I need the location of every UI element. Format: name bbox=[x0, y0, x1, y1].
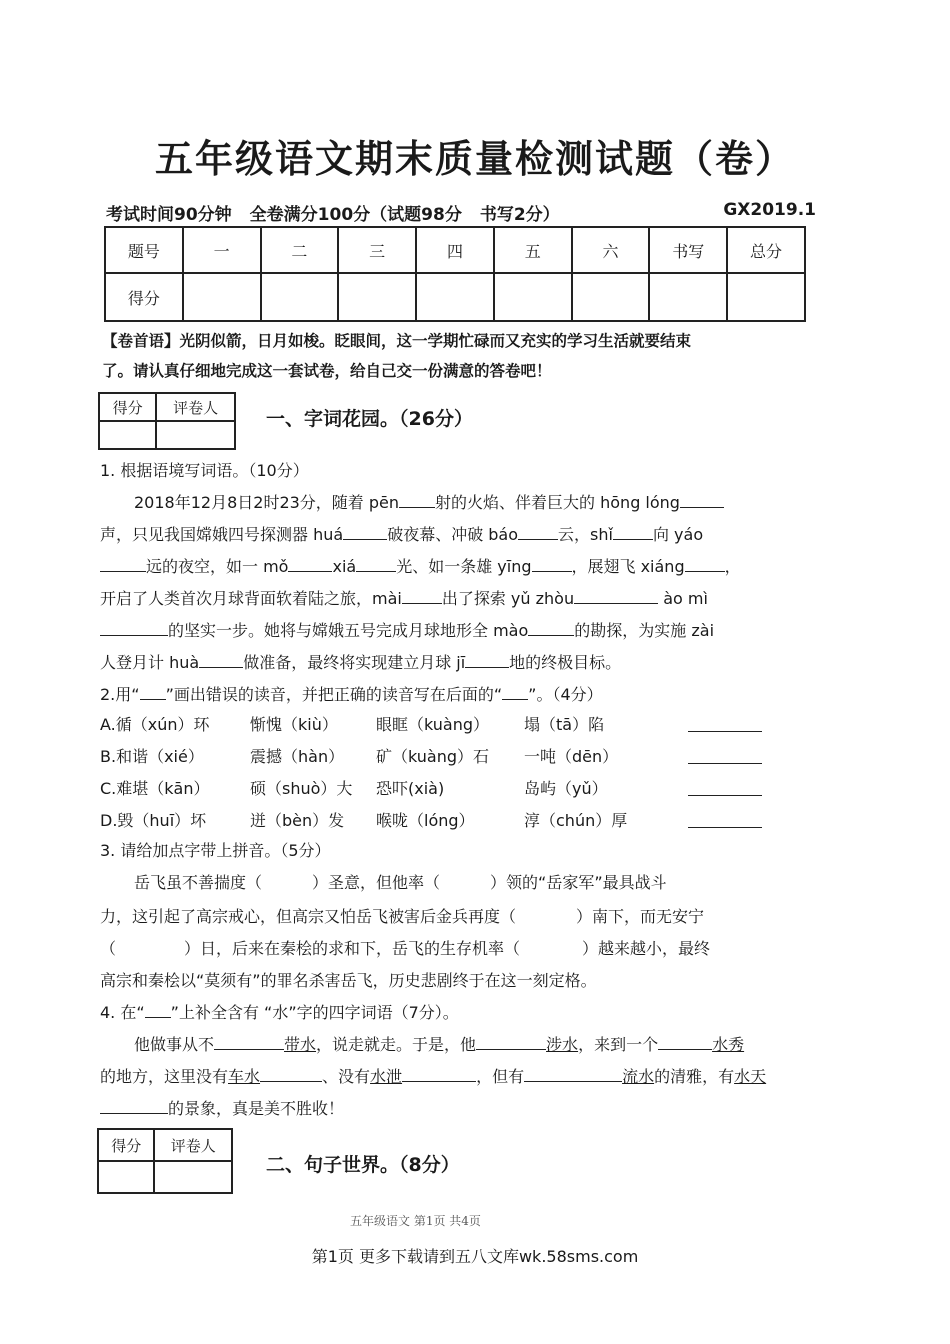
section-1-heading: 一、字词花园。（26分） bbox=[266, 408, 473, 430]
score-header-cell: 二 bbox=[261, 227, 339, 273]
q4-text: 、没有 bbox=[322, 1067, 371, 1086]
grader-score-label: 得分 bbox=[98, 1129, 154, 1161]
score-cell[interactable] bbox=[261, 273, 339, 321]
score-cell[interactable] bbox=[494, 273, 572, 321]
blank[interactable] bbox=[524, 1065, 622, 1082]
score-cell[interactable] bbox=[649, 273, 727, 321]
answer-line[interactable] bbox=[688, 794, 762, 796]
q4-word: 水泄 bbox=[370, 1067, 403, 1086]
option-item: 一吨（dēn） bbox=[524, 747, 619, 766]
blank[interactable] bbox=[343, 523, 387, 540]
section-2-heading: 二、句子世界。（8分） bbox=[266, 1154, 460, 1176]
q4-word: 涉水 bbox=[546, 1035, 579, 1054]
q1-text: 开启了人类首次月球背面软着陆之旅，mài bbox=[100, 589, 402, 608]
q1-text: ào mì bbox=[663, 589, 708, 608]
exam-code: GX2019.1 bbox=[723, 200, 816, 220]
score-header-cell: 六 bbox=[572, 227, 650, 273]
q1-title: 1. 根据语境写词语。（10分） bbox=[100, 461, 309, 480]
exam-info bbox=[106, 200, 816, 225]
blank[interactable] bbox=[574, 587, 658, 604]
q1-text: 2018年12月8日2时23分，随着 pēn bbox=[134, 493, 400, 512]
grader-box bbox=[98, 392, 236, 450]
q1-text: 远的夜空，如一 mǒ bbox=[146, 557, 289, 576]
q4-word: 带水 bbox=[284, 1035, 317, 1054]
q1-line bbox=[100, 586, 708, 609]
q4-line bbox=[100, 1096, 344, 1119]
blank[interactable] bbox=[260, 1065, 322, 1082]
option-item: A.循（xún）环 bbox=[100, 715, 210, 734]
q1-text: 人登月计 huà bbox=[100, 653, 200, 672]
q3-text: （ bbox=[100, 939, 117, 958]
q3-line: 高宗和秦桧以“莫须有”的罪名杀害岳飞，历史悲剧终于在这一刻定格。 bbox=[100, 971, 597, 990]
grader-name-cell[interactable] bbox=[154, 1161, 232, 1193]
q4-word: 流水 bbox=[622, 1067, 655, 1086]
q1-line bbox=[134, 490, 724, 513]
score-cell[interactable] bbox=[183, 273, 261, 321]
blank[interactable] bbox=[518, 523, 558, 540]
blank[interactable] bbox=[658, 1033, 712, 1050]
option-item: 塌（tā）陷 bbox=[524, 715, 605, 734]
q4-text: 他做事从不 bbox=[134, 1035, 215, 1054]
blank[interactable] bbox=[476, 1033, 546, 1050]
score-table bbox=[104, 226, 806, 322]
q3-line bbox=[134, 870, 667, 893]
q4-text: 的清雅，有 bbox=[654, 1067, 735, 1086]
score-table-score-row bbox=[105, 273, 805, 321]
option-item: 迸（bèn）发 bbox=[250, 811, 345, 830]
option-item: 眼眶（kuàng） bbox=[376, 715, 490, 734]
grader-score-cell[interactable] bbox=[99, 421, 156, 449]
blank[interactable] bbox=[402, 587, 442, 604]
q4-text: ，说走就走。于是，他 bbox=[316, 1035, 477, 1054]
preface bbox=[102, 326, 822, 386]
score-cell[interactable] bbox=[572, 273, 650, 321]
option-item: 恐吓(xià) bbox=[376, 779, 445, 798]
score-header-cell: 五 bbox=[494, 227, 572, 273]
blank[interactable] bbox=[100, 555, 146, 572]
writing-score: 书写2分） bbox=[479, 205, 560, 225]
option-item: 震撼（hàn） bbox=[250, 747, 345, 766]
exam-time: 考试时间90分钟 bbox=[106, 205, 232, 225]
blank bbox=[145, 1001, 171, 1018]
q3-text: ）圣意，但他率（ bbox=[312, 873, 441, 892]
q3-text: 力，这引起了高宗戒心，但高宗又怕岳飞被害后金兵再度（ bbox=[100, 907, 517, 926]
q1-text: 破夜幕、冲破 báo bbox=[387, 525, 519, 544]
q4-text: 的地方，这里没有 bbox=[100, 1067, 229, 1086]
full-score: 全卷满分100分（试题98分 bbox=[249, 205, 462, 225]
blank[interactable] bbox=[356, 555, 396, 572]
option-item: 岛屿（yǔ） bbox=[524, 779, 608, 798]
score-header-cell: 三 bbox=[338, 227, 416, 273]
blank[interactable] bbox=[100, 1097, 168, 1114]
q3-line bbox=[100, 904, 704, 927]
blank[interactable] bbox=[399, 491, 435, 508]
q4-title-text: 4. 在“ bbox=[100, 1003, 145, 1022]
option-item: 喉咙（lóng） bbox=[376, 811, 475, 830]
q3-text: 岳飞虽不善揣度（ bbox=[134, 873, 263, 892]
blank[interactable] bbox=[288, 555, 332, 572]
q4-title bbox=[100, 1000, 459, 1023]
score-header-cell: 题号 bbox=[105, 227, 183, 273]
answer-line[interactable] bbox=[688, 730, 762, 732]
answer-line[interactable] bbox=[688, 762, 762, 764]
blank[interactable] bbox=[528, 619, 574, 636]
grader-label: 评卷人 bbox=[156, 393, 235, 421]
q2-title bbox=[100, 682, 603, 705]
q1-text: 的勘探，为实施 zài bbox=[574, 621, 715, 640]
q4-word: 车水 bbox=[228, 1067, 261, 1086]
blank bbox=[140, 683, 166, 700]
q1-text: xiá bbox=[332, 557, 357, 576]
blank[interactable] bbox=[465, 651, 509, 668]
option-item: B.和谐（xié） bbox=[100, 747, 204, 766]
q1-line bbox=[100, 522, 703, 545]
q3-line bbox=[100, 936, 710, 959]
score-header-cell: 四 bbox=[416, 227, 494, 273]
q4-line bbox=[134, 1032, 744, 1055]
q4-text: 的景象，真是美不胜收！ bbox=[168, 1099, 345, 1118]
q1-text: 射的火焰、伴着巨大的 hōng lóng bbox=[435, 493, 680, 512]
q1-text: 声，只见我国嫦娥四号探测器 huá bbox=[100, 525, 344, 544]
blank[interactable] bbox=[680, 491, 724, 508]
score-header-cell: 书写 bbox=[649, 227, 727, 273]
q3-text: ）日，后来在秦桧的求和下，岳飞的生存机率（ bbox=[184, 939, 521, 958]
grader-score-label: 得分 bbox=[99, 393, 156, 421]
q1-line bbox=[100, 650, 621, 673]
q2-title-text: ”画出错误的读音，并把正确的读音写在后面的“ bbox=[165, 685, 503, 704]
option-item: 惭愧（kiù） bbox=[250, 715, 338, 734]
q4-line bbox=[100, 1064, 766, 1087]
q1-line bbox=[100, 618, 714, 641]
blank[interactable] bbox=[199, 651, 243, 668]
blank bbox=[502, 683, 528, 700]
q3-text: ）领的“岳家军”最具战斗 bbox=[490, 873, 667, 892]
q4-word: 水天 bbox=[734, 1067, 767, 1086]
q1-text: ，展翅飞 xiáng bbox=[571, 557, 685, 576]
q4-word: 水秀 bbox=[712, 1035, 745, 1054]
q1-text: 云，shǐ bbox=[558, 525, 613, 544]
q3-title: 3. 请给加点字带上拼音。（5分） bbox=[100, 841, 331, 860]
q4-title-text: ”上补全含有 “水”字的四字词语（7分）。 bbox=[170, 1003, 459, 1022]
blank[interactable] bbox=[100, 619, 168, 636]
score-cell[interactable] bbox=[416, 273, 494, 321]
q3-text: ）南下，而无安宁 bbox=[576, 907, 705, 926]
cut-off-page-number: 五年级语文 第1页 共4页 bbox=[350, 1214, 481, 1228]
q1-line bbox=[100, 554, 741, 577]
option-item: 矿（kuàng）石 bbox=[376, 747, 490, 766]
answer-line[interactable] bbox=[688, 826, 762, 828]
blank[interactable] bbox=[402, 1065, 476, 1082]
grader-box bbox=[97, 1128, 233, 1194]
blank[interactable] bbox=[613, 523, 653, 540]
option-item: 硕（shuò）大 bbox=[250, 779, 353, 798]
preface-line: 【卷首语】光阴似箭，日月如梭。眨眼间，这一学期忙碌而又充实的学习生活就要结束 bbox=[102, 331, 692, 350]
q2-title-text: ”。（4分） bbox=[528, 685, 603, 704]
option-item: D.毁（huī）坏 bbox=[100, 811, 207, 830]
option-item: C.难堪（kān） bbox=[100, 779, 210, 798]
score-cell[interactable] bbox=[727, 273, 805, 321]
grader-score-cell[interactable] bbox=[98, 1161, 154, 1193]
score-row-label: 得分 bbox=[105, 273, 183, 321]
score-table-header-row bbox=[105, 227, 805, 273]
q4-text: ，但有 bbox=[476, 1067, 525, 1086]
q4-text: ，来到一个 bbox=[578, 1035, 659, 1054]
q3-text: ）越来越小，最终 bbox=[582, 939, 711, 958]
q1-text: 的坚实一步。她将与嫦娥五号完成月球地形全 mào bbox=[168, 621, 529, 640]
score-header-cell: 总分 bbox=[727, 227, 805, 273]
score-cell[interactable] bbox=[338, 273, 416, 321]
score-header-cell: 一 bbox=[183, 227, 261, 273]
option-item: 淳（chún）厚 bbox=[524, 811, 628, 830]
blank[interactable] bbox=[532, 555, 572, 572]
page-title: 五年级语文期末质量检测试题（卷） bbox=[154, 137, 795, 181]
blank[interactable] bbox=[214, 1033, 284, 1050]
q1-text: 向 yáo bbox=[652, 525, 704, 544]
q1-text: 做准备，最终将实现建立月球 jī bbox=[243, 653, 466, 672]
preface-line: 了。请认真仔细地完成这一套试卷，给自己交一份满意的答卷吧！ bbox=[102, 361, 552, 380]
q1-text: ， bbox=[724, 557, 741, 576]
grader-label: 评卷人 bbox=[154, 1129, 232, 1161]
blank[interactable] bbox=[685, 555, 725, 572]
q1-text: 地的终极目标。 bbox=[509, 653, 622, 672]
grader-name-cell[interactable] bbox=[156, 421, 235, 449]
q1-text: 光、如一条雄 yīng bbox=[396, 557, 532, 576]
page-footer: 第1页 更多下载请到五八文库wk.58sms.com bbox=[311, 1247, 639, 1266]
q2-title-text: 2.用“ bbox=[100, 685, 140, 704]
q1-text: 出了探索 yǔ zhòu bbox=[441, 589, 575, 608]
